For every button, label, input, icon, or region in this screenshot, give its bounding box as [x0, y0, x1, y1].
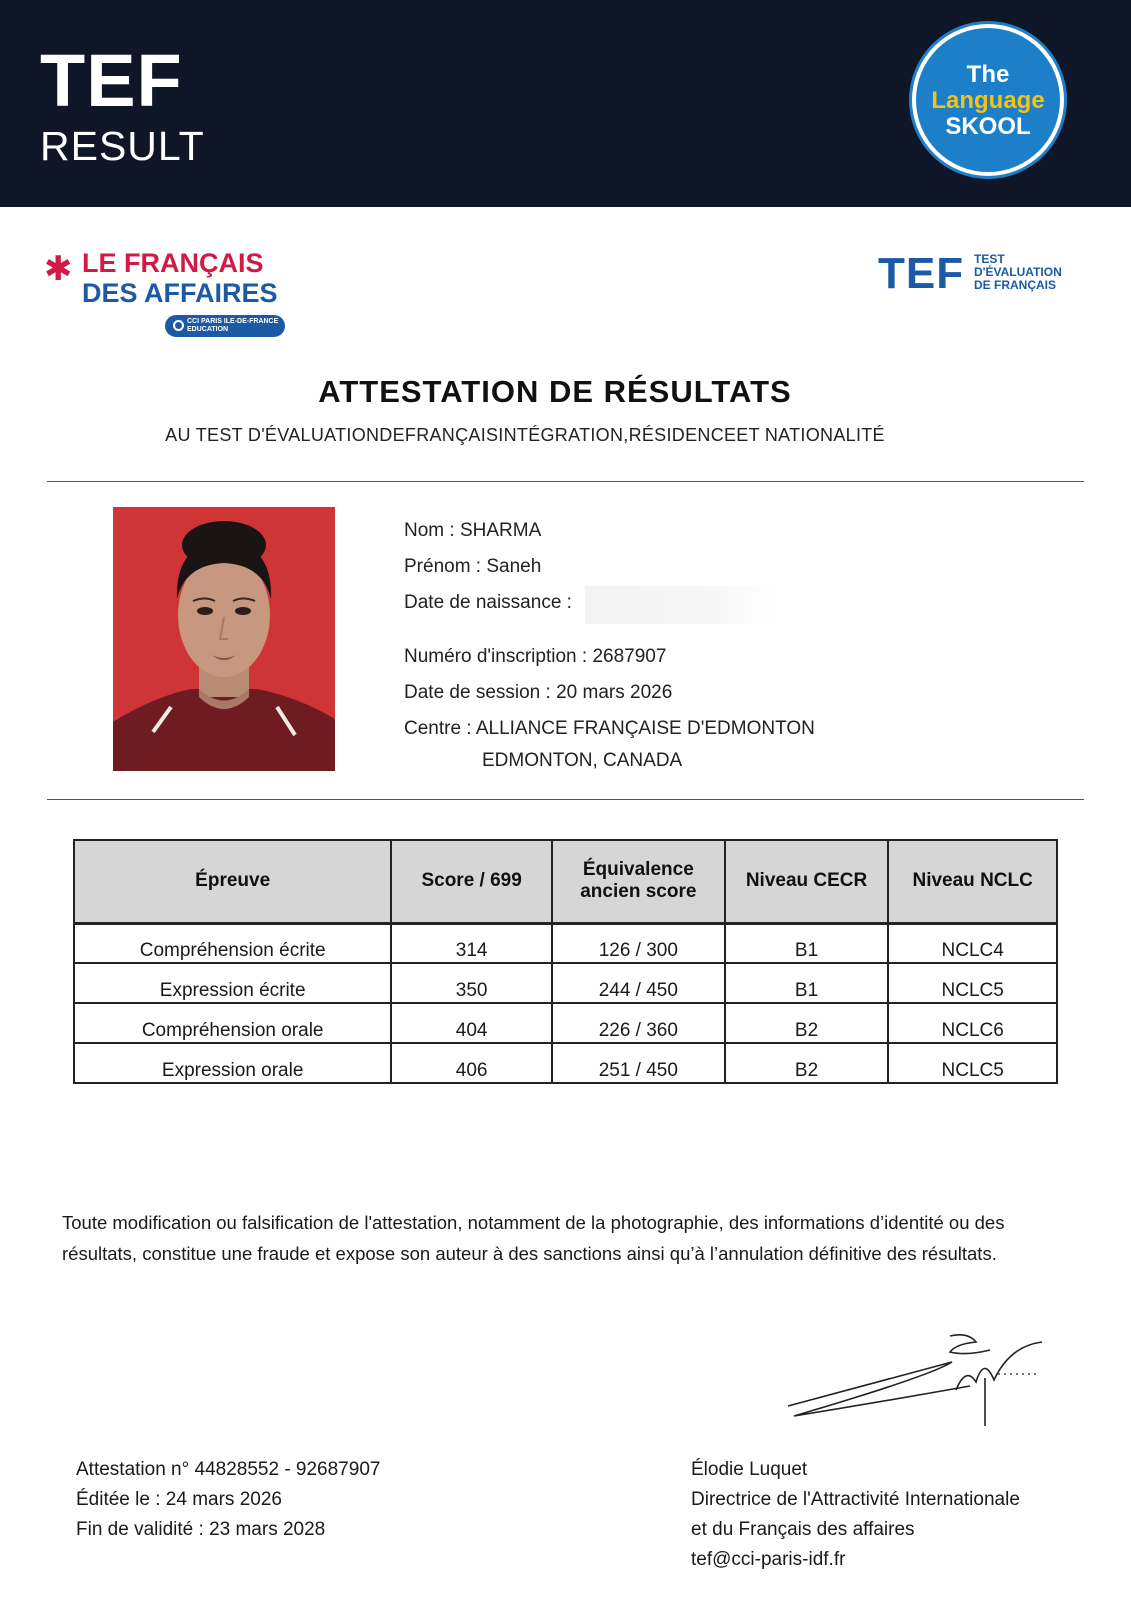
fraud-disclaimer: Toute modification ou falsification de l'attestation, notamment de la photographie, des informations d’identité ou des résultats, constitue une fraude et expose son auteur à des sanctions ainsi qu’à l’annulation définitive des résultats.: [62, 1212, 1005, 1264]
footer-right: [691, 1455, 1020, 1575]
cell-score: 404: [391, 1003, 552, 1043]
candidate-centre: [404, 718, 815, 740]
cell-nclc: NCLC6: [888, 1003, 1057, 1043]
tef-logo-text-line1: TEST: [974, 252, 1005, 266]
tef-logo-text-line2: D'ÉVALUATION: [974, 265, 1062, 279]
candidate-prenom: [404, 556, 541, 578]
cell-cecr: B2: [725, 1043, 889, 1083]
asterisk-icon: ✱: [44, 250, 73, 288]
results-header-row: [74, 840, 1057, 923]
header-brand: TEF: [40, 39, 183, 122]
candidate-nom: [404, 520, 541, 542]
cell-cecr: B2: [725, 1003, 889, 1043]
candidate-session: [404, 682, 672, 704]
validity-date: Fin de validité : 23 mars 2028: [76, 1519, 326, 1540]
cci-badge-text: CCI PARIS ILE-DE-FRANCE EDUCATION: [187, 318, 279, 333]
centre-label: Centre :: [404, 718, 476, 739]
header-subtitle: RESULT: [40, 123, 205, 169]
cell-score: 350: [391, 963, 552, 1003]
divider-top: [47, 481, 1084, 482]
lfda-logo-line2: DES AFFAIRES: [82, 278, 278, 308]
document-title: ATTESTATION DE RÉSULTATS: [318, 374, 792, 409]
dob-label: Date de naissance :: [404, 592, 572, 613]
candidate-photo: [113, 507, 335, 771]
candidate-dob: [404, 592, 572, 614]
tef-logo-text: [974, 253, 1062, 292]
header-equivalence: Équivalence ancien score: [552, 840, 725, 923]
header-band: [0, 0, 1131, 207]
nom-value: SHARMA: [459, 520, 542, 541]
session-label: Date de session :: [404, 682, 557, 703]
prenom-label: Prénom :: [404, 556, 487, 577]
table-row: [74, 1003, 1057, 1043]
tef-logo-text-line3: DE FRANÇAIS: [974, 278, 1057, 292]
cell-equivalence: 251 / 450: [552, 1043, 725, 1083]
lfda-logo: [44, 250, 304, 340]
results-table: [73, 839, 1058, 1084]
signer-email: tef@cci-paris-idf.fr: [691, 1549, 846, 1570]
skool-logo-line3: SKOOL: [945, 113, 1031, 140]
session-value: 20 mars 2026: [556, 682, 673, 703]
cell-nclc: NCLC4: [888, 923, 1057, 963]
centre-value: ALLIANCE FRANÇAISE D'EDMONTON: [475, 718, 815, 739]
table-row: [74, 1043, 1057, 1083]
cell-epreuve: Expression écrite: [74, 963, 391, 1003]
tef-logo-mark: TEF: [878, 249, 965, 298]
document-subtitle: AU TEST D'ÉVALUATIONDEFRANÇAISINTÉGRATION,RÉSIDENCEET NATIONALITÉ: [165, 425, 885, 445]
header-nclc: Niveau NCLC: [888, 840, 1057, 923]
inscription-value: 2687907: [592, 646, 667, 667]
cell-nclc: NCLC5: [888, 1043, 1057, 1083]
signature: [780, 1328, 1060, 1438]
cell-nclc: NCLC5: [888, 963, 1057, 1003]
signer-name: Élodie Luquet: [691, 1459, 808, 1480]
cell-cecr: B1: [725, 923, 889, 963]
redacted-dob: [585, 586, 773, 624]
inscription-label: Numéro d'inscription :: [404, 646, 593, 667]
tef-logo: [878, 249, 1078, 298]
header-cecr: Niveau CECR: [725, 840, 889, 923]
table-row: [74, 963, 1057, 1003]
cell-epreuve: Compréhension écrite: [74, 923, 391, 963]
attestation-number: Attestation n° 44828552 - 92687907: [76, 1459, 381, 1480]
cci-circle-icon: [173, 320, 184, 331]
lfda-logo-line1: LE FRANÇAIS: [82, 248, 264, 278]
cell-score: 406: [391, 1043, 552, 1083]
cell-epreuve: Expression orale: [74, 1043, 391, 1083]
language-skool-logo: [912, 24, 1064, 176]
cell-equivalence: 226 / 360: [552, 1003, 725, 1043]
cell-epreuve: Compréhension orale: [74, 1003, 391, 1043]
nom-label: Nom :: [404, 520, 460, 541]
header-score: Score / 699: [391, 840, 552, 923]
cci-badge: [165, 315, 285, 337]
skool-logo-line2: Language: [931, 87, 1045, 114]
cell-cecr: B1: [725, 963, 889, 1003]
prenom-value: Saneh: [486, 556, 542, 577]
footer-left: [76, 1455, 380, 1545]
header-epreuve: Épreuve: [74, 840, 391, 923]
divider-bottom: [47, 799, 1084, 800]
cell-equivalence: 126 / 300: [552, 923, 725, 963]
cell-score: 314: [391, 923, 552, 963]
candidate-centre-city: EDMONTON, CANADA: [482, 750, 683, 771]
candidate-inscription: [404, 646, 666, 668]
signer-title-line2: et du Français des affaires: [691, 1519, 915, 1540]
cell-equivalence: 244 / 450: [552, 963, 725, 1003]
table-row: [74, 923, 1057, 963]
edited-date: Éditée le : 24 mars 2026: [76, 1489, 282, 1510]
signer-title-line1: Directrice de l'Attractivité Internationale: [691, 1489, 1020, 1510]
skool-logo-line1: The: [966, 61, 1010, 88]
